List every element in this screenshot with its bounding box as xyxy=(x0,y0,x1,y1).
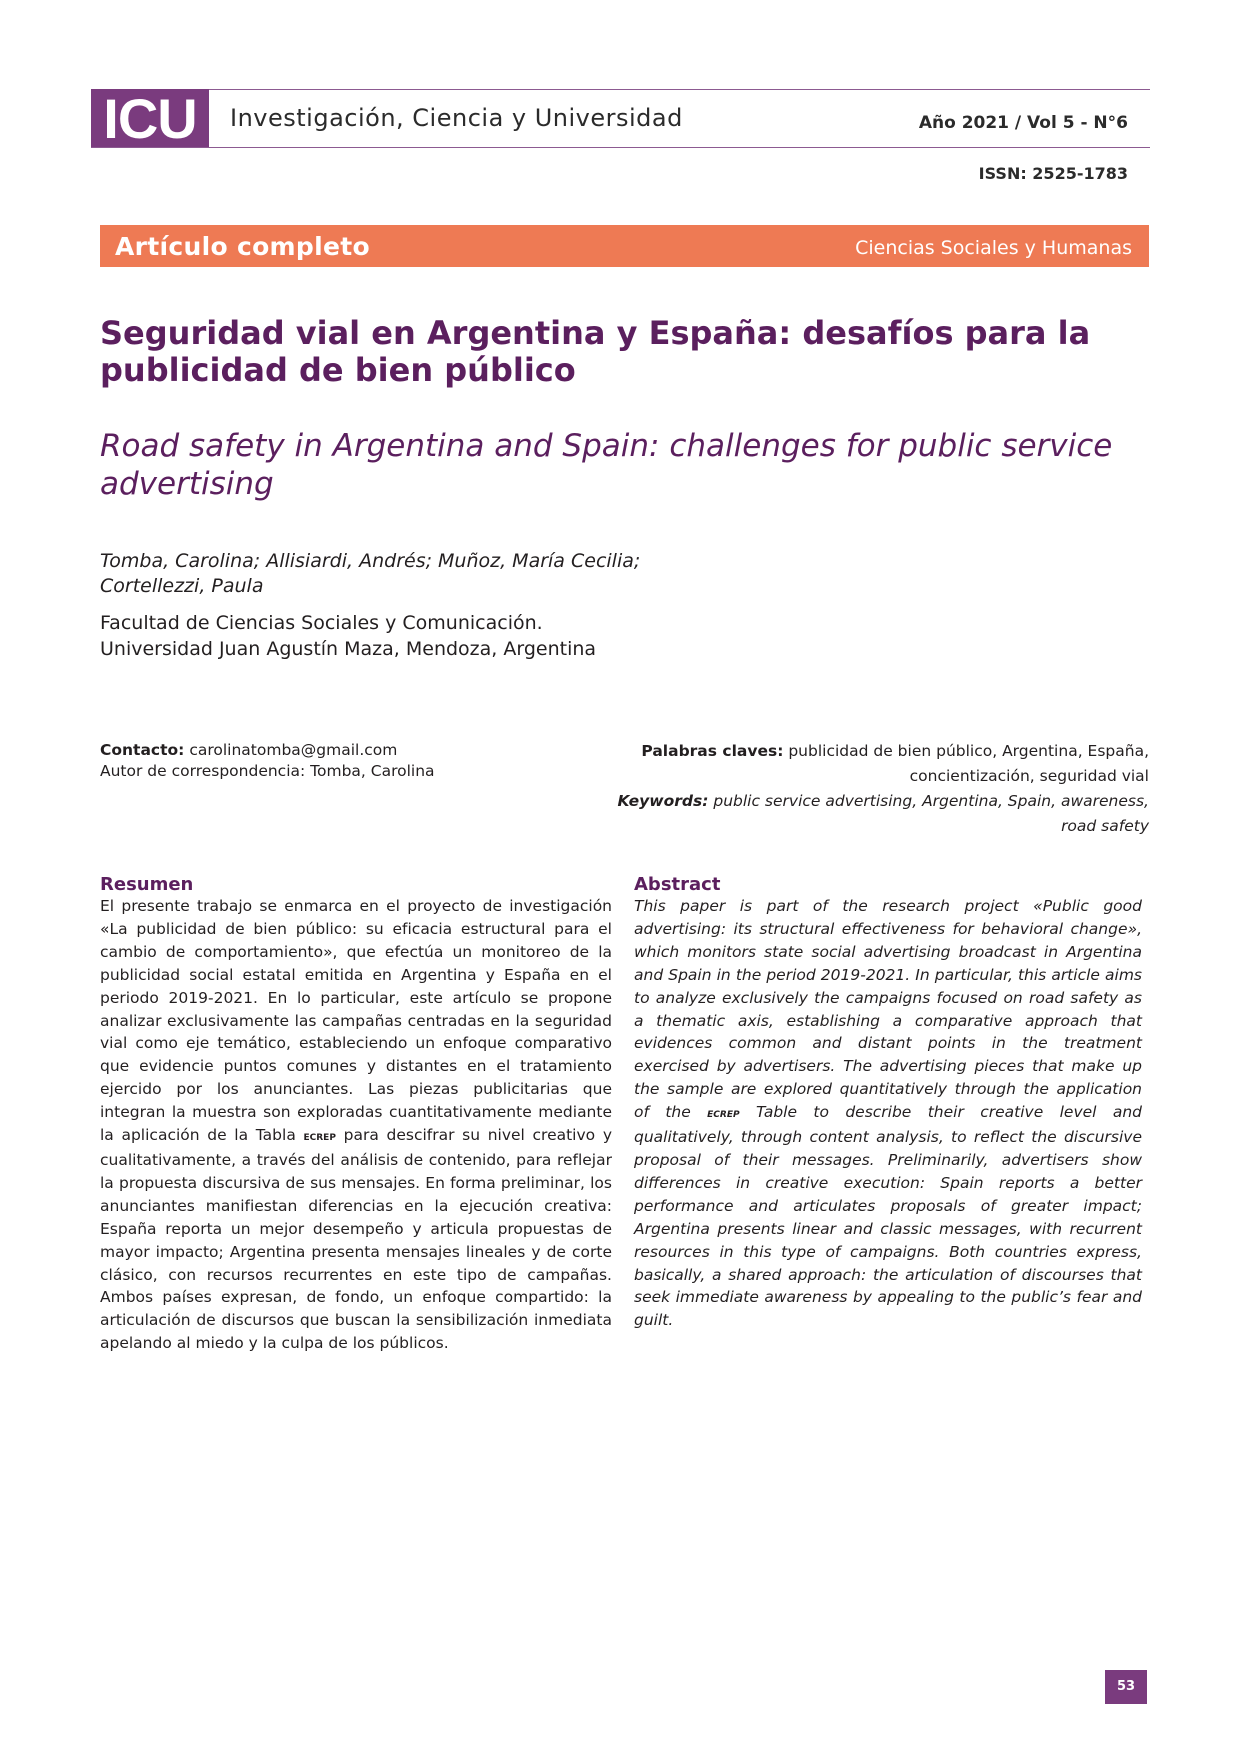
article-type: Artículo completo xyxy=(115,232,370,261)
issn: ISSN: 2525-1783 xyxy=(978,164,1128,183)
contact-email[interactable]: carolinatomba@gmail.com xyxy=(189,741,398,759)
keywords-es-values: publicidad de bien público, Argentina, España, concientización, seguridad vial xyxy=(788,742,1149,785)
title-english: Road safety in Argentina and Spain: challenges for public service advertising xyxy=(100,428,1113,502)
header-top-rule xyxy=(209,89,1150,90)
ecrep-table-name: ecrep xyxy=(303,1129,336,1145)
section-name: Ciencias Sociales y Humanas xyxy=(855,237,1132,259)
affiliation-line-1: Facultad de Ciencias Sociales y Comunicación. xyxy=(100,612,543,634)
keywords-en-values: public service advertising, Argentina, Spain, awareness, road safety xyxy=(713,792,1149,835)
contact-block xyxy=(100,740,435,782)
resumen-heading: Resumen xyxy=(100,874,194,895)
title-spanish: Seguridad vial en Argentina y España: desafíos para la publicidad de bien público xyxy=(100,314,1091,389)
ecrep-table-name-en: ecrep xyxy=(707,1106,740,1122)
abstract-section xyxy=(634,874,1142,1332)
authors: Tomba, Carolina; Allisiardi, Andrés; Muñoz, María Cecilia; Cortellezzi, Paula xyxy=(100,550,641,597)
abstract-heading: Abstract xyxy=(634,874,721,895)
resumen-section xyxy=(100,874,612,1355)
resumen-text: El presente trabajo se enmarca en el proyecto de investigación «La publicidad de bien público: su eficacia estructural para el cambio de comportamiento», que efectúa un monitoreo de la publicidad social estatal emitida en Argentina y España en el periodo 2019-2021. En lo particular, este artículo se propone analizar exclusivamente las campañas centradas en la seguridad vial como eje temático, estableciendo un enfoque comparativo que evidencie puntos comunes y distantes en el tratamiento ejercido por los anunciantes. Las piezas publicitarias que integran la muestra son exploradas cuantitativamente mediante la aplicación de la Tabla ecrep para descifrar su nivel creativo y cualitativamente, a través del análisis de contenido, para reflejar la propuesta discursiva de sus mensajes. En forma preliminar, los anunciantes manifiestan diferencias en la ejecución creativa: España reporta un mejor desempeño y articula propuestas de mayor impacto; Argentina presenta mensajes lineales y de corte clásico, con recursos recurrentes en este tipo de campañas. Ambos países expresan, de fondo, un enfoque compartido: la articulación de discursos que buscan la sensibilización inmediata apelando al miedo y la culpa de los públicos. xyxy=(100,897,612,1353)
volume-info: Año 2021 / Vol 5 - N°6 xyxy=(918,113,1128,133)
abstract-text: This paper is part of the research project «Public good advertising: its structural effectiveness for behavioral change», which monitors state social advertising broadcast in Argentina and Spain in the period 2019-2021. In particular, this article aims to analyze exclusively the campaigns focused on road safety as a thematic axis, establishing a comparative approach that evidences common and distant points in the treatment exercised by advertisers. The advertising pieces that make up the sample are explored quantitatively through the application of the ecrep Table to describe their creative level and qualitatively, through content analysis, to reflect the discursive proposal of their messages. Preliminarily, advertisers show differences in creative execution: Spain reports a better performance and articulates proposals of greater impact; Argentina presents linear and classic messages, with recurrent resources in this type of campaigns. Both countries express, basically, a shared approach: the articulation of discourses that seek immediate awareness by appealing to the public’s fear and guilt. xyxy=(634,897,1143,1330)
page-number: 53 xyxy=(1105,1670,1147,1704)
affiliation-line-2: Universidad Juan Agustín Maza, Mendoza, Argentina xyxy=(100,638,597,660)
keywords-es-label: Palabras claves: xyxy=(641,742,784,760)
keywords-en-label: Keywords: xyxy=(617,792,709,810)
contact-label: Contacto: xyxy=(100,741,185,759)
affiliation xyxy=(100,610,800,662)
journal-name: Investigación, Ciencia y Universidad xyxy=(230,104,683,132)
header-bottom-rule xyxy=(91,147,1150,148)
keywords-block xyxy=(589,739,1149,839)
correspondence-author: Autor de correspondencia: Tomba, Carolina xyxy=(100,762,435,780)
journal-logo: ICU xyxy=(91,89,209,148)
